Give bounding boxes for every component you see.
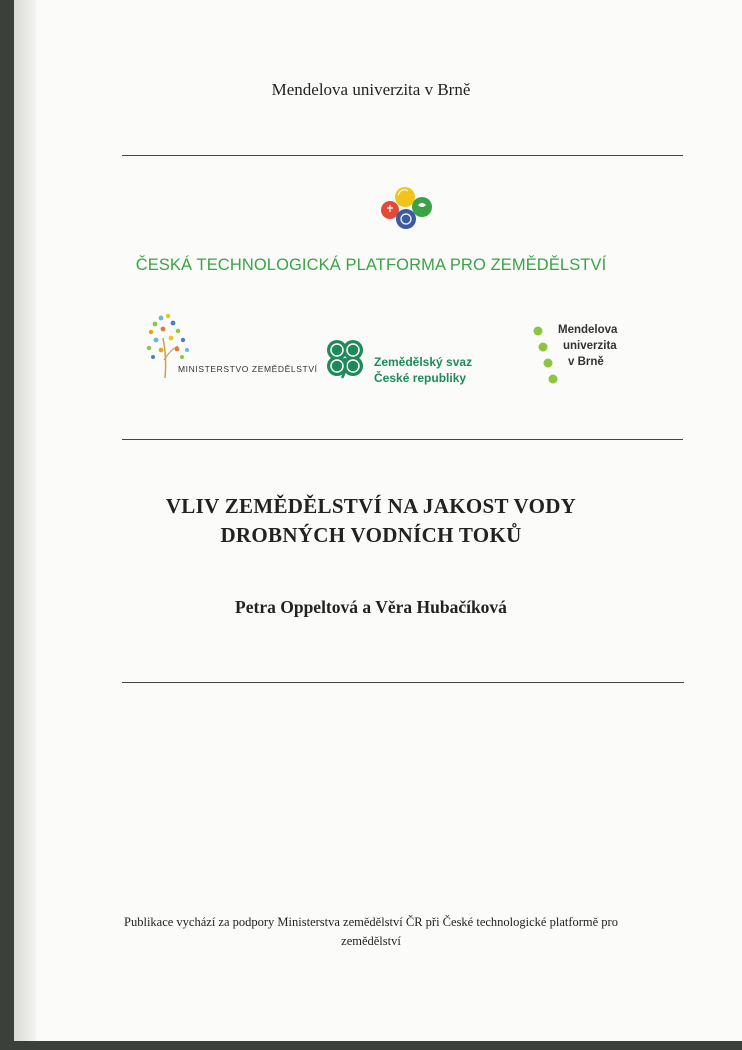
publication-note	[0, 913, 742, 951]
title-line-1: VLIV ZEMĚDĚLSTVÍ NA JAKOST VODY	[165, 494, 577, 518]
title-line-2: DROBNÝCH VODNÍCH TOKŮ	[220, 523, 522, 547]
bottom-edge	[0, 1041, 742, 1050]
platform-logo-icon	[378, 183, 438, 233]
mendel-line-1: Mendelova	[558, 324, 618, 336]
divider-middle	[122, 439, 683, 440]
ministry-tree-icon	[143, 310, 313, 390]
clover-icon	[320, 333, 370, 383]
university-heading: Mendelova univerzita v Brně	[271, 80, 471, 99]
platform-title: ČESKÁ TECHNOLOGICKÁ PLATFORMA PRO ZEMĚDĚLSTVÍ	[135, 256, 607, 274]
union-line-2: České republiky	[374, 371, 467, 385]
footer-line-1: Publikace vychází za podpory Ministerstva zemědělství ČR při České technologické platformě pro	[124, 915, 618, 929]
document-title	[0, 492, 742, 550]
union-line-1: Zemědělský svaz	[374, 355, 473, 369]
mendel-line-2: univerzita	[563, 340, 617, 352]
divider-bottom	[122, 682, 684, 683]
mendel-name	[552, 322, 617, 370]
union-name	[374, 354, 472, 386]
divider-top	[122, 155, 683, 156]
ministry-label: MINISTERSTVO ZEMĚDĚLSTVÍ	[178, 364, 318, 374]
mendel-line-3: v Brně	[568, 356, 604, 368]
authors: Petra Oppeltová a Věra Hubačíková	[235, 597, 507, 617]
footer-line-2: zemědělství	[341, 934, 401, 948]
